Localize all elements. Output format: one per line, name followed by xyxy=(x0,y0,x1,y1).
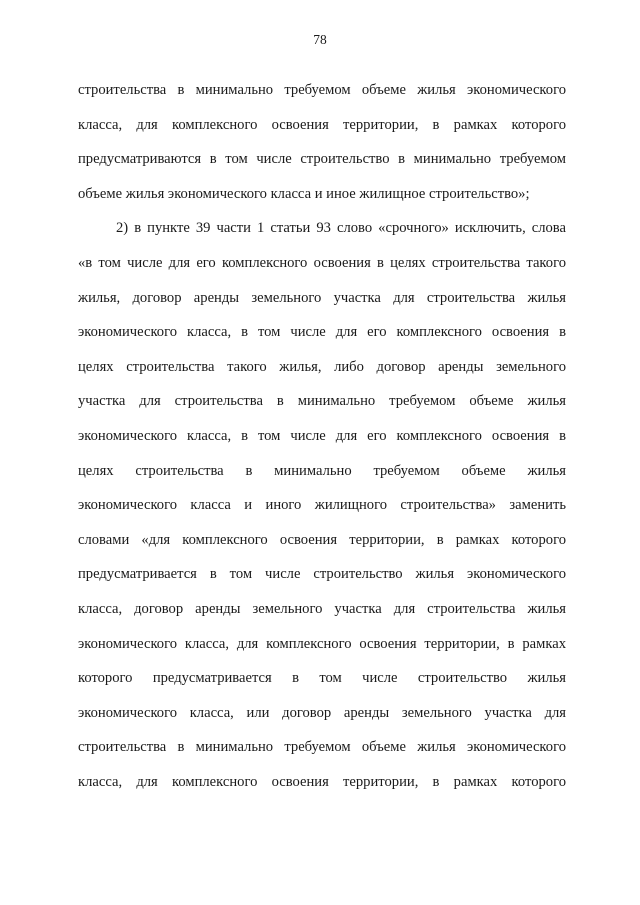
text-line: строительства в минимально требуемом объеме жилья экономического xyxy=(78,739,566,756)
text-line: объеме жилья экономического класса и иное жилищное строительство»; xyxy=(78,185,530,202)
text-line: экономического класса, в том числе для его комплексного освоения в xyxy=(78,324,566,341)
text-line: экономического класса, или договор аренды земельного участка для xyxy=(78,704,566,721)
paragraph-item-2 xyxy=(78,211,566,799)
text-line: жилья, договор аренды земельного участка для строительства жилья xyxy=(78,289,566,306)
page-number: 78 xyxy=(313,32,327,47)
text-line: класса, для комплексного освоения территории, в рамках которого xyxy=(78,773,566,790)
text-line: экономического класса, в том числе для его комплексного освоения в xyxy=(78,427,566,444)
body-text xyxy=(78,73,566,799)
text-line: участка для строительства в минимально требуемом объеме жилья xyxy=(78,393,566,410)
text-line: «в том числе для его комплексного освоения в целях строительства такого xyxy=(78,254,566,271)
text-line: класса, для комплексного освоения территории, в рамках которого xyxy=(78,116,566,133)
text-line: строительства в минимально требуемом объеме жилья экономического xyxy=(78,82,566,98)
text-line: целях строительства в минимально требуемом объеме жилья xyxy=(78,462,566,479)
text-line: словами «для комплексного освоения территории, в рамках которого xyxy=(78,531,566,548)
text-line: предусматриваются в том числе строительство в минимально требуемом xyxy=(78,151,566,168)
text-line: целях строительства такого жилья, либо договор аренды земельного xyxy=(78,358,566,375)
paragraph-continuation xyxy=(78,73,566,211)
text-line: предусматривается в том числе строительство жилья экономического xyxy=(78,566,566,583)
text-line: экономического класса, для комплексного освоения территории, в рамках xyxy=(78,635,566,652)
text-line: экономического класса и иного жилищного строительства» заменить xyxy=(78,497,566,514)
text-line: класса, договор аренды земельного участка для строительства жилья xyxy=(78,600,566,617)
text-line: которого предусматривается в том числе строительство жилья xyxy=(78,670,566,687)
text-line: 2) в пункте 39 части 1 статьи 93 слово «срочного» исключить, слова xyxy=(116,220,566,237)
